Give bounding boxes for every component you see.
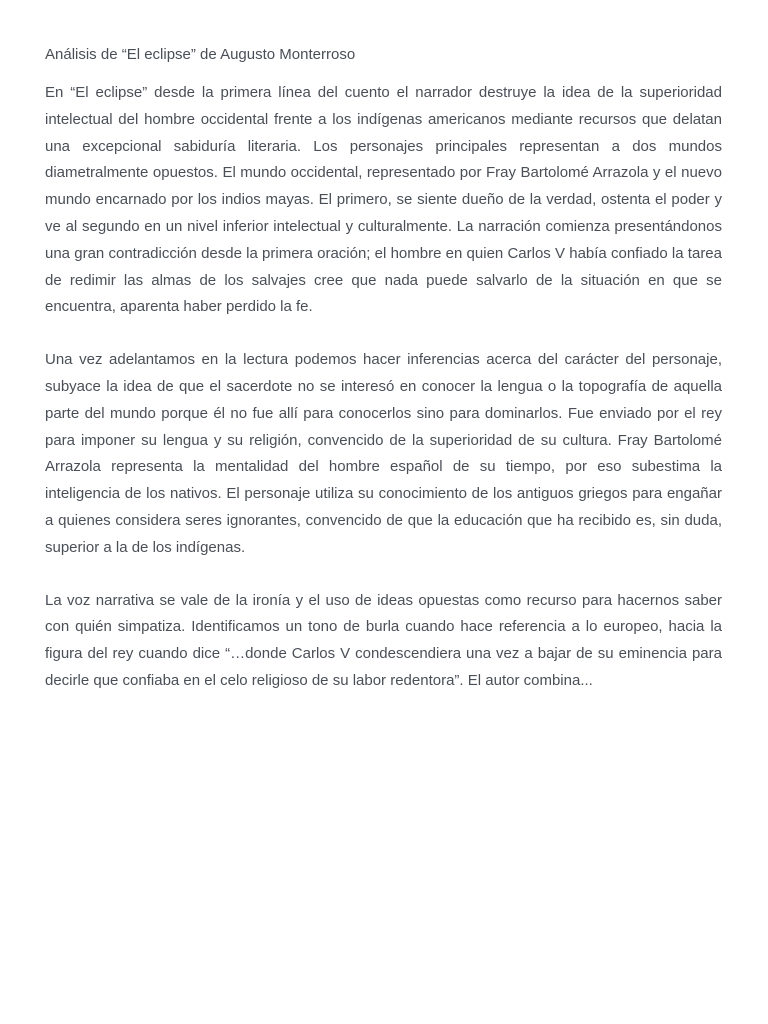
paragraph-1: En “El eclipse” desde la primera línea del cuento el narrador destruye la idea de la superioridad intelectual del hombre occidental frente a los indígenas americanos mediante recursos que delatan una excepcional sabiduría literaria. Los personajes principales representan a dos mundos diametralmente opuestos. El mundo occidental, representado por Fray Bartolomé Arrazola y el nuevo mundo encarnado por los indios mayas. El primero, se siente dueño de la verdad, ostenta el poder y ve al segundo en un nivel inferior intelectual y culturalmente. La narración comienza presentándonos una gran contradicción desde la primera oración; el hombre en quien Carlos V había confiado la tarea de redimir las almas de los salvajes cree que nada puede salvarlo de la situación en que se encuentra, aparenta haber perdido la fe.	[45, 84, 722, 316]
document-title: Análisis de “El eclipse” de Augusto Monterroso	[45, 46, 356, 63]
paragraph-2: Una vez adelantamos en la lectura podemos hacer inferencias acerca del carácter del personaje, subyace la idea de que el sacerdote no se interesó en conocer la lengua o la topografía de aquella parte del mundo porque él no fue allí para conocerlos sino para dominarlos. Fue enviado por el rey para imponer su lengua y su religión, convencido de la superioridad de su cultura. Fray Bartolomé Arrazola representa la mentalidad del hombre español de su tiempo, por eso subestima la inteligencia de los nativos. El personaje utiliza su conocimiento de los antiguos griegos para engañar a quienes considera seres ignorantes, convencido de que la educación que ha recibido es, sin duda, superior a la de los indígenas.	[45, 351, 722, 556]
document-page	[45, 45, 722, 721]
paragraph-3: La voz narrativa se vale de la ironía y el uso de ideas opuestas como recurso para hacernos saber con quién simpatiza. Identificamos un tono de burla cuando hace referencia a lo europeo, hacia la figura del rey cuando dice “…donde Carlos V condescendiera una vez a bajar de su eminencia para decirle que confiaba en el celo religioso de su labor redentora”. El autor combina...	[45, 591, 722, 689]
